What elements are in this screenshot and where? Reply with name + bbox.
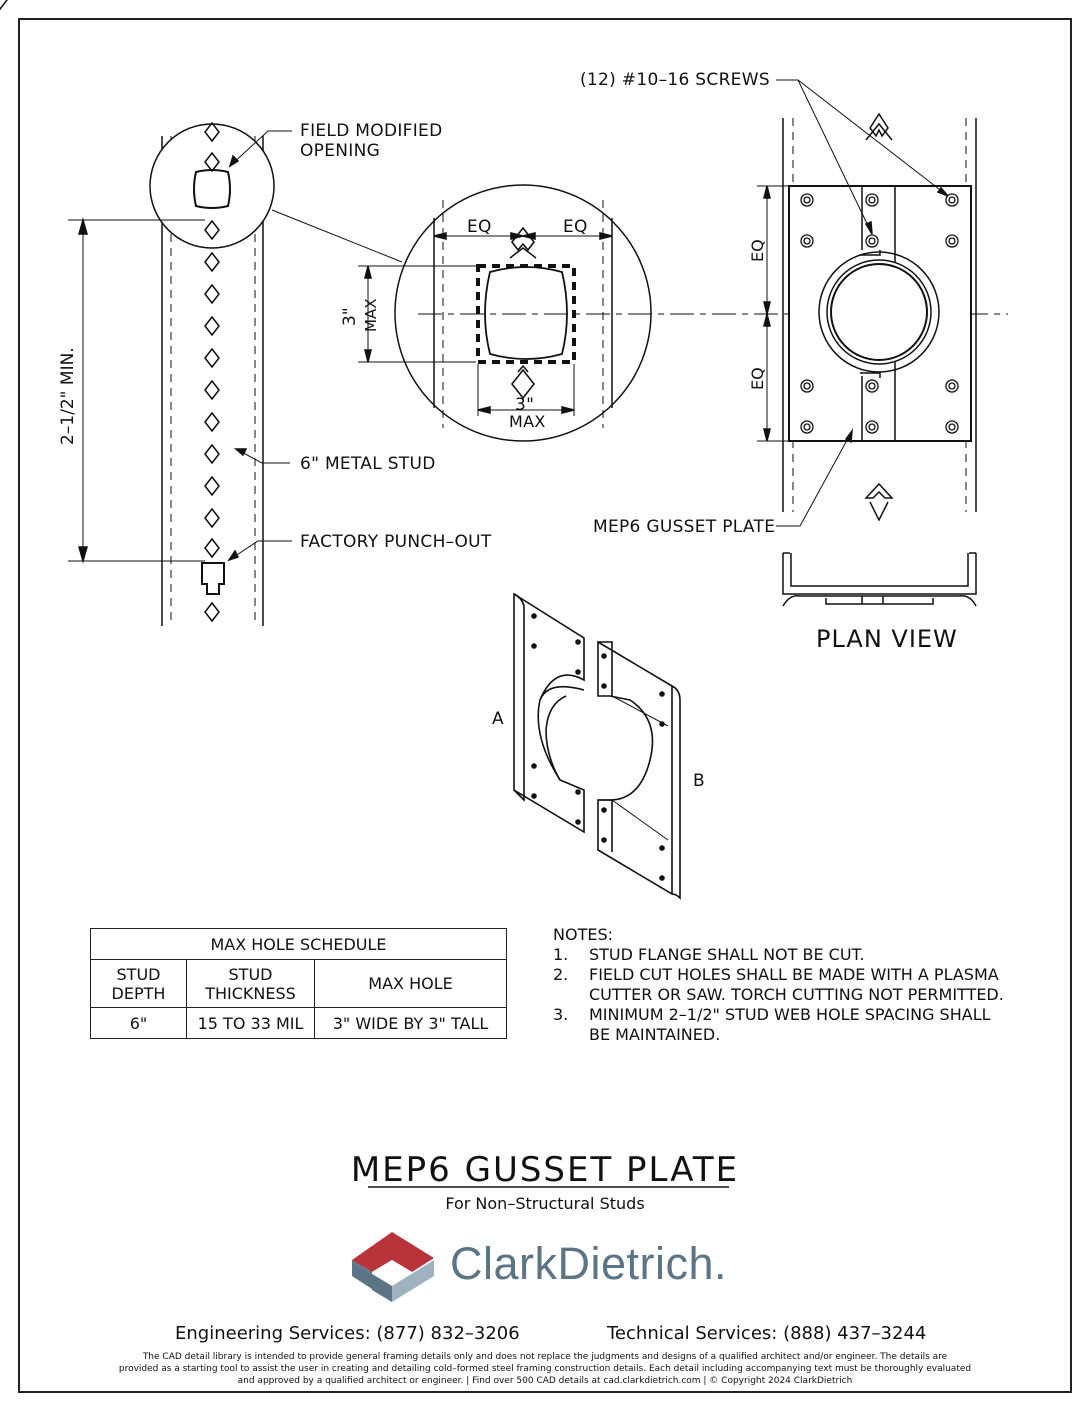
header-max-hole: MAX HOLE bbox=[315, 960, 507, 1008]
clarkdietrich-logo-icon bbox=[352, 1232, 434, 1302]
cell-depth: 6" bbox=[91, 1008, 187, 1039]
eq-lower-label: EQ bbox=[748, 367, 767, 390]
drawing-subtitle: For Non–Structural Studs bbox=[445, 1194, 645, 1213]
eq-left-label: EQ bbox=[467, 217, 492, 237]
disclaimer-line: and approved by a qualified architect or engineer. | Find over 500 CAD details at cad.clarkdietrich.com | © Copyright 2024 ClarkDietrich bbox=[237, 1376, 853, 1386]
plan-view-title: PLAN VIEW bbox=[816, 625, 958, 653]
metal-stud-label: 6" METAL STUD bbox=[300, 454, 436, 474]
field-opening-label-2: OPENING bbox=[300, 141, 381, 161]
piece-b-label: B bbox=[693, 771, 705, 791]
notes-block bbox=[553, 925, 1004, 1045]
note-item: 3. MINIMUM 2–1/2" STUD WEB HOLE SPACING SHALL BE MAINTAINED. bbox=[553, 1005, 991, 1044]
field-opening-label-1: FIELD MODIFIED bbox=[300, 121, 443, 141]
screws-label: (12) #10–16 SCREWS bbox=[580, 70, 770, 90]
min-spacing-dimension: 2–1/2" MIN. bbox=[58, 347, 78, 445]
brand-name: ClarkDietrich. bbox=[450, 1238, 728, 1289]
note-item: 2. FIELD CUT HOLES SHALL BE MADE WITH A PLASMA CUTTER OR SAW. TORCH CUTTING NOT PERMITTED. bbox=[553, 965, 1004, 1004]
height-3in-label: 3" bbox=[340, 307, 360, 326]
factory-punch-label: FACTORY PUNCH–OUT bbox=[300, 532, 492, 552]
disclaimer-line: The CAD detail library is intended to provide general framing details only and does not replace the judgments and designs of a qualified architect and/or engineer. The details are bbox=[142, 1352, 948, 1362]
width-3in-label: 3" bbox=[515, 395, 535, 415]
notes-heading: NOTES: bbox=[553, 925, 613, 944]
width-max-label: MAX bbox=[509, 412, 546, 431]
disclaimer-line: provided as a starting tool to assist the user in creating and detailing cold–formed steel framing construction details. Each detail including accompanying text must be thoroughly evaluated bbox=[118, 1364, 972, 1374]
plan-view-drawing bbox=[783, 553, 976, 606]
cell-max-hole: 3" WIDE BY 3" TALL bbox=[315, 1008, 507, 1039]
piece-a-label: A bbox=[492, 709, 504, 729]
schedule-title: MAX HOLE SCHEDULE bbox=[91, 929, 507, 960]
technical-services: Technical Services: (888) 437–3244 bbox=[607, 1323, 927, 1344]
note-item: 1. STUD FLANGE SHALL NOT BE CUT. bbox=[553, 945, 865, 964]
header-stud-depth: STUD DEPTH bbox=[91, 960, 187, 1008]
max-hole-schedule-table bbox=[90, 928, 507, 1039]
gusset-plate-label: MEP6 GUSSET PLATE bbox=[593, 517, 776, 537]
header-stud-thickness: STUD THICKNESS bbox=[187, 960, 315, 1008]
height-max-label: MAX bbox=[362, 298, 380, 332]
eq-upper-label: EQ bbox=[748, 239, 767, 262]
isometric-gusset bbox=[514, 594, 680, 898]
drawing-title: MEP6 GUSSET PLATE bbox=[350, 1150, 740, 1190]
disclaimer bbox=[40, 1351, 1050, 1387]
gusset-elevation bbox=[757, 80, 976, 526]
cell-thickness: 15 TO 33 MIL bbox=[187, 1008, 315, 1039]
eq-right-label: EQ bbox=[563, 217, 588, 237]
engineering-services: Engineering Services: (877) 832–3206 bbox=[175, 1323, 520, 1344]
